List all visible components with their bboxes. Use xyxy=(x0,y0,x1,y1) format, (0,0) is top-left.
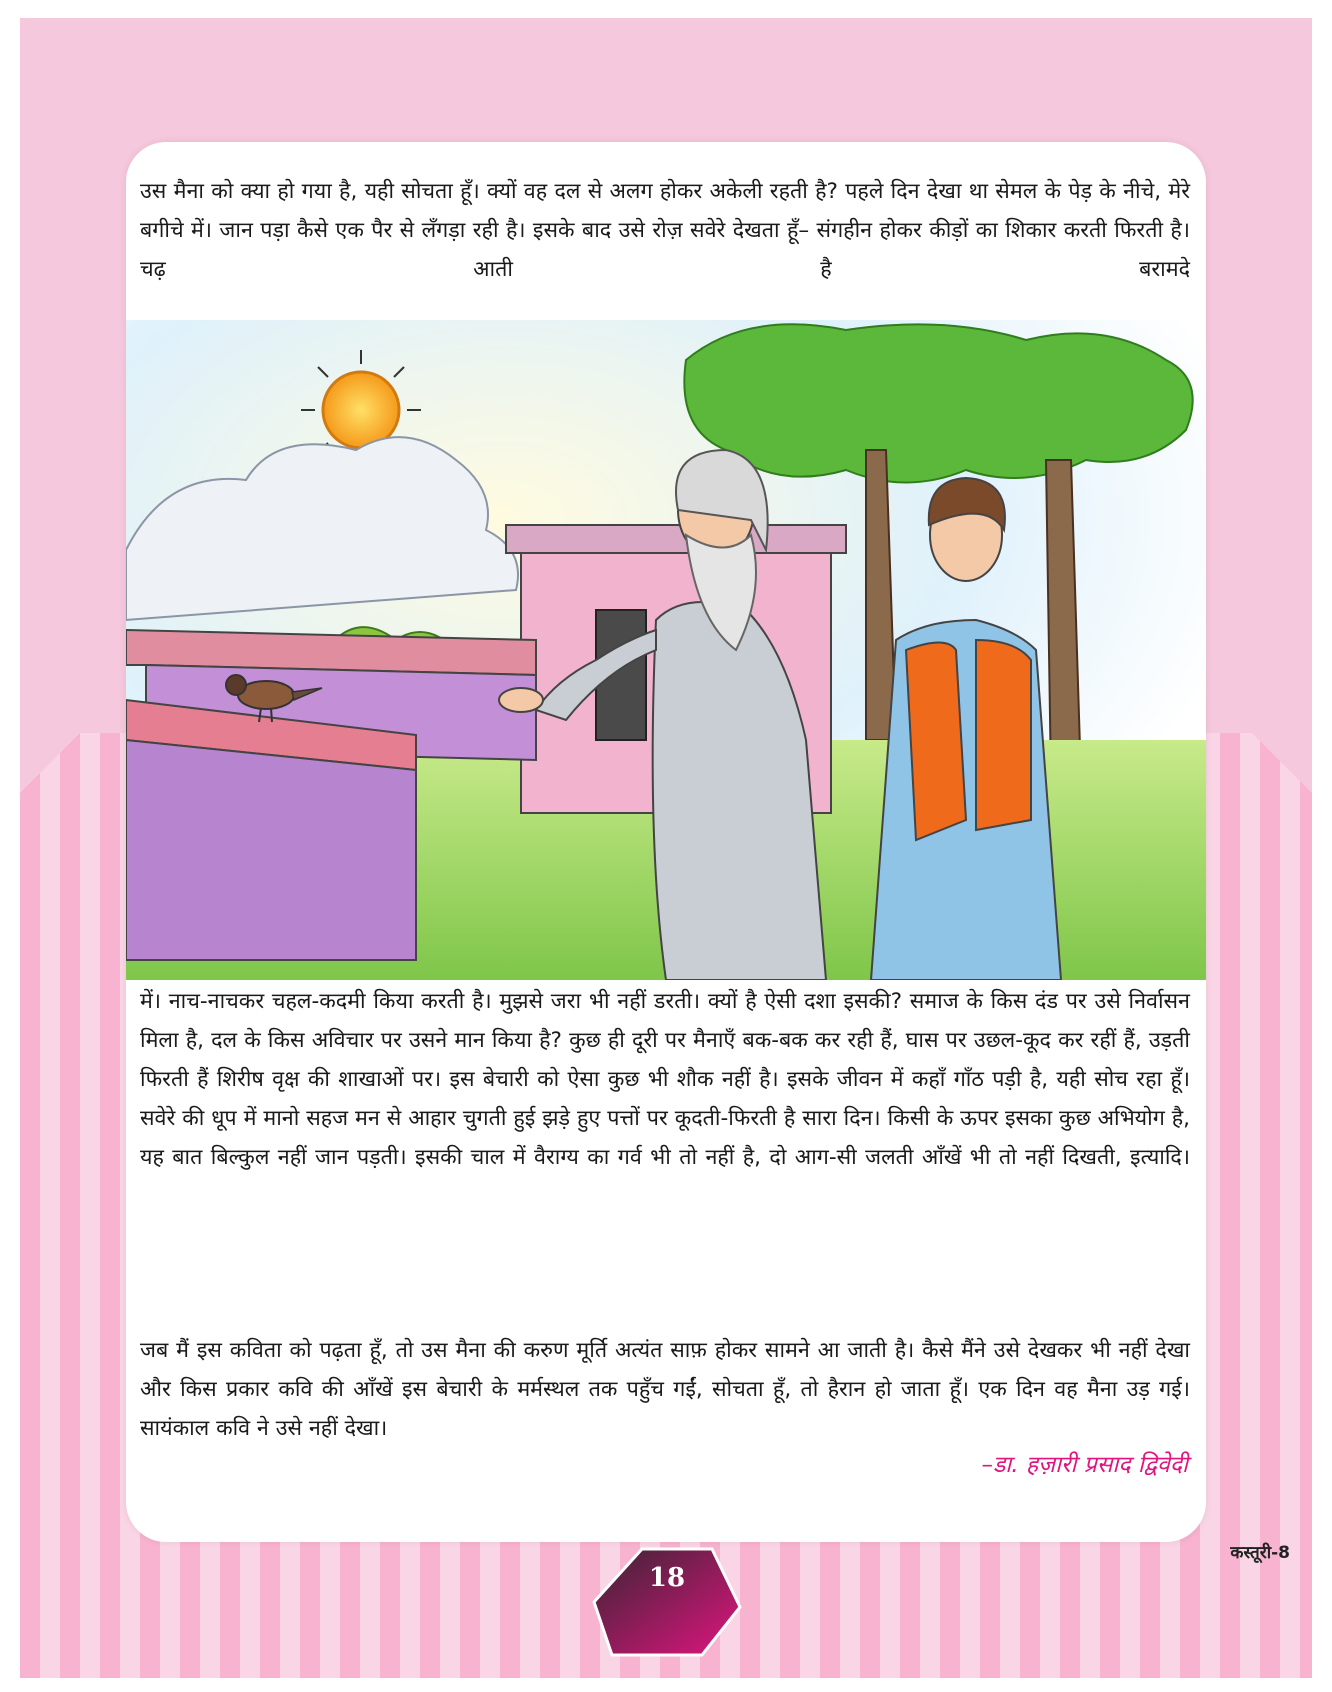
paragraph-bottom: जब मैं इस कविता को पढ़ता हूँ, तो उस मैना की करुण मूर्ति अत्यंत साफ़ होकर सामने आ जाती है। कैसे मैंने उसे देखकर भी नहीं देखा और किस प्रकार कवि की आँखें इस बेचारी के मर्मस्थल तक पहुँच गईं, सोचता हूँ, तो हैरान हो जाता हूँ। एक दिन वह मैना उड़ गई। सायंकाल कवि ने उसे नहीं देखा। xyxy=(140,1338,1190,1441)
story-illustration xyxy=(126,320,1206,980)
tree-canopy xyxy=(684,324,1192,482)
stripe-notch-left xyxy=(20,733,80,793)
book-label: कस्तूरी-8 xyxy=(1230,1543,1290,1563)
stripe-notch-right xyxy=(1252,733,1312,793)
page-background xyxy=(20,18,1312,1678)
page-number: 18 xyxy=(648,1563,686,1593)
author-credit: –डा. हज़ारी प्रसाद द्विवेदी xyxy=(981,1452,1188,1478)
content-card xyxy=(126,142,1206,1542)
paragraph-middle: में। नाच-नाचकर चहल-कदमी किया करती है। मुझसे जरा भी नहीं डरती। क्यों है ऐसी दशा इसकी? समाज के किस दंड पर उसे निर्वासन मिला है, दल के किस अविचार पर उसने मान किया है? कुछ ही दूरी पर मैनाएँ बक-बक कर रही हैं, घास पर उछल-कूद कर रहीं हैं, उड़ती फिरती हैं शिरीष वृक्ष की शाखाओं पर। इस बेचारी को ऐसा कुछ भी शौक नहीं है। इसके जीवन में कहाँ गाँठ पड़ी है, यही सोच रहा हूँ। सवेरे की धूप में मानो सहज मन से आहार चुगती हुई झड़े हुए पत्तों पर कूदती-फिरती है सारा दिन। किसी के ऊपर इसका कुछ अभियोग है, यह बात बिल्कुल नहीं जान पड़ती। इसकी चाल में वैराग्य का गर्व भी तो नहीं है, दो आग-सी जलती आँखें भी तो नहीं दिखती, इत्यादि। xyxy=(140,989,1190,1170)
paragraph-top: उस मैना को क्या हो गया है, यही सोचता हूँ। क्यों वह दल से अलग होकर अकेली रहती है? पहले दिन देखा था सेमल के पेड़ के नीचे, मेरे बगीचे में। जान पड़ा कैसे एक पैर से लँगड़ा रही है। इसके बाद उसे रोज़ सवेरे देखता हूँ– संगहीन होकर कीड़ों का शिकार करती फिरती है। चढ़ आती है बरामदे xyxy=(140,179,1190,282)
